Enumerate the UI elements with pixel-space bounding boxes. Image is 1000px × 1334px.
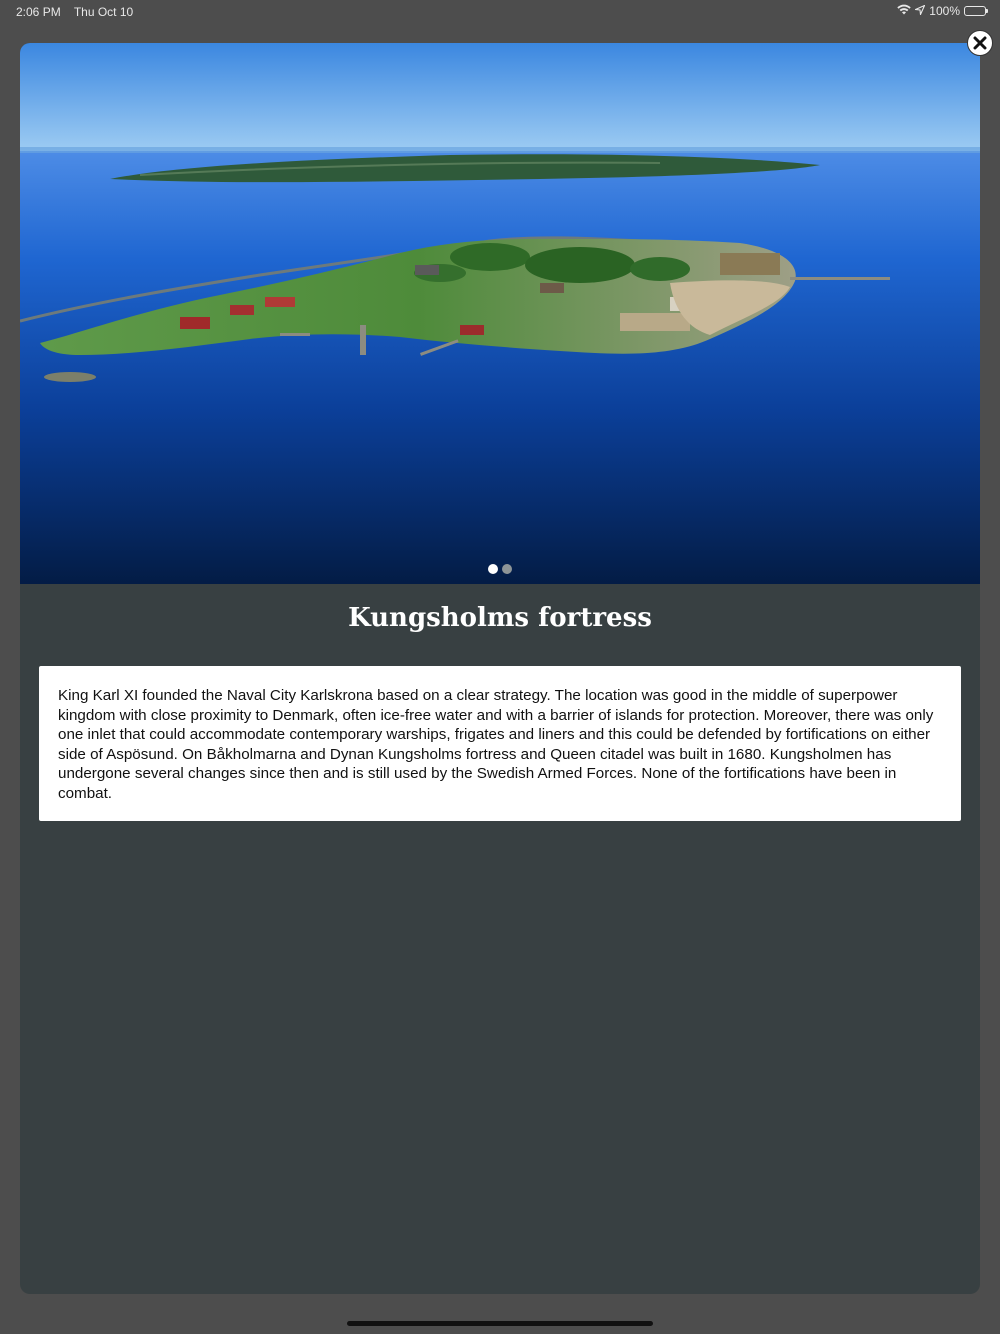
page-title: Kungsholms fortress <box>348 603 652 633</box>
page-indicator[interactable] <box>20 564 980 574</box>
page-dot-1[interactable] <box>488 564 498 574</box>
detail-modal <box>20 43 980 1294</box>
close-icon <box>973 36 987 50</box>
status-left <box>16 5 143 19</box>
status-time: 2:06 PM <box>16 5 61 19</box>
location-arrow-icon <box>915 4 925 18</box>
description-text: King Karl XI founded the Naval City Karlskrona based on a clear strategy. The location was good in the middle of superpower kingdom with close proximity to Denmark, often ice-free water and with a barrier of islands for protection. Moreover, there was only one inlet that could accommodate contemporary warships, frigates and liners and this could be defended by fortifications on either side of Aspösund. On Båkholmarna and Dynan Kungsholms fortress and Queen citadel was built in 1680. Kungsholmen has undergone several changes since then and is still used by the Swedish Armed Forces. None of the fortifications have been in combat. <box>58 687 934 802</box>
description-card <box>39 666 961 821</box>
aerial-island-fortress-photo <box>20 43 980 584</box>
battery-percent: 100% <box>929 4 960 18</box>
status-date: Thu Oct 10 <box>73 5 134 19</box>
page-dot-2[interactable] <box>502 564 512 574</box>
close-button[interactable] <box>967 30 993 56</box>
wifi-icon <box>897 4 911 18</box>
status-bar <box>0 0 1000 24</box>
status-right <box>897 4 986 18</box>
image-gallery[interactable] <box>20 43 980 584</box>
battery-icon <box>964 6 986 16</box>
home-indicator[interactable] <box>347 1321 653 1326</box>
